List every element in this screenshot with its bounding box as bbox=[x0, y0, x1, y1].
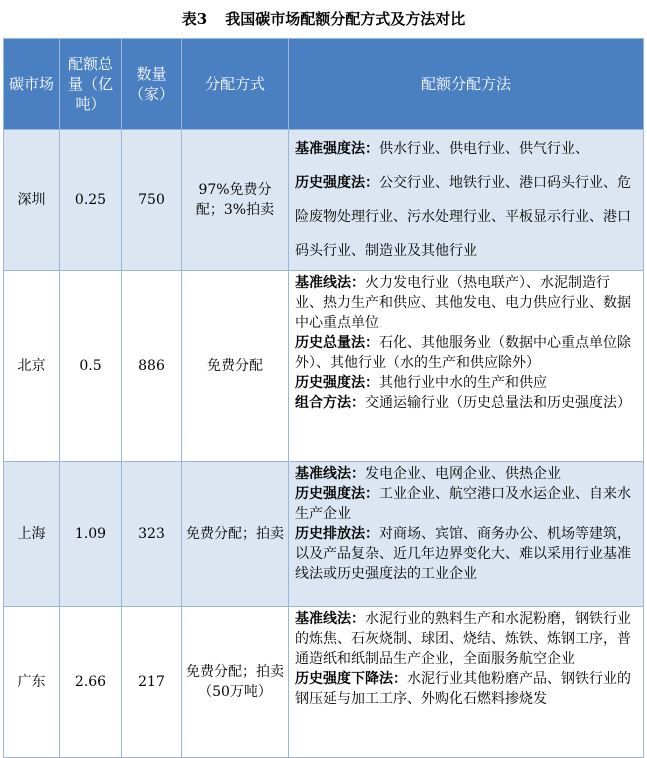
method-item bbox=[295, 464, 637, 484]
total-cell: 0.5 bbox=[60, 271, 122, 462]
method-cell bbox=[289, 607, 644, 758]
method-item bbox=[295, 524, 637, 584]
table-row bbox=[4, 130, 644, 271]
method-text: 石化、其他服务业（数据中心重点单位除外）、其他行业（水的生产和供应除外） bbox=[295, 335, 631, 371]
count-cell: 217 bbox=[122, 607, 182, 758]
allocation-table bbox=[3, 38, 644, 758]
table-row bbox=[4, 607, 644, 758]
method-text: 供水行业、供电行业、供气行业、 bbox=[379, 141, 589, 157]
mode-cell: 免费分配；拍卖 bbox=[182, 462, 289, 607]
header-count: 数量（家） bbox=[122, 39, 182, 130]
mode-cell: 免费分配；拍卖（50万吨） bbox=[182, 607, 289, 758]
method-cell bbox=[289, 271, 644, 462]
market-cell: 上海 bbox=[4, 462, 60, 607]
method-label: 基准线法： bbox=[295, 275, 365, 291]
method-item bbox=[295, 393, 637, 413]
total-cell: 1.09 bbox=[60, 462, 122, 607]
header-total: 配额总量（亿吨） bbox=[60, 39, 122, 130]
header-mode: 分配方式 bbox=[182, 39, 289, 130]
count-cell: 886 bbox=[122, 271, 182, 462]
count-cell: 750 bbox=[122, 130, 182, 271]
method-label: 基准强度法： bbox=[295, 141, 379, 157]
method-item bbox=[295, 609, 637, 669]
header-row bbox=[4, 39, 644, 130]
method-label: 历史强度法： bbox=[295, 486, 379, 502]
market-cell: 广东 bbox=[4, 607, 60, 758]
method-item bbox=[295, 373, 637, 393]
method-label: 组合方法： bbox=[295, 395, 365, 411]
method-text: 火力发电行业（热电联产）、水泥制造行业、热力生产和供应、其他发电、电力供应行业、数据中心重点单位 bbox=[295, 275, 631, 331]
method-text: 发电企业、电网企业、供热企业 bbox=[365, 466, 561, 482]
method-item bbox=[295, 333, 637, 373]
header-market: 碳市场 bbox=[4, 39, 60, 130]
method-text: 工业企业、航空港口及水运企业、自来水生产企业 bbox=[295, 486, 631, 522]
method-label: 历史强度法： bbox=[295, 175, 379, 191]
total-cell: 0.25 bbox=[60, 130, 122, 271]
method-item bbox=[295, 669, 637, 709]
method-item bbox=[295, 273, 637, 333]
total-cell: 2.66 bbox=[60, 607, 122, 758]
method-item bbox=[295, 166, 637, 268]
method-text: 交通运输行业（历史总量法和历史强度法） bbox=[365, 395, 631, 411]
count-cell: 323 bbox=[122, 462, 182, 607]
method-text: 公交行业、地铁行业、港口码头行业、危险废物处理行业、污水处理行业、平板显示行业、港口码头行业、制造业及其他行业 bbox=[295, 175, 631, 259]
table-title: 我国碳市场配额分配方式及方法对比 bbox=[225, 10, 466, 28]
method-text: 其他行业中水的生产和供应 bbox=[379, 375, 547, 391]
method-text: 对商场、宾馆、商务办公、机场等建筑，以及产品复杂、近几年边界变化大、难以采用行业基准线法或历史强度法的工业企业 bbox=[295, 526, 631, 582]
method-label: 基准线法： bbox=[295, 466, 365, 482]
method-label: 历史总量法： bbox=[295, 335, 379, 351]
table-row bbox=[4, 271, 644, 462]
method-text: 水泥行业的熟料生产和水泥粉磨，钢铁行业的炼焦、石灰烧制、球团、烧结、炼铁、炼钢工序，普通造纸和纸制品生产企业，全面服务航空企业 bbox=[295, 611, 631, 667]
method-item bbox=[295, 484, 637, 524]
method-label: 历史强度法： bbox=[295, 375, 379, 391]
market-cell: 深圳 bbox=[4, 130, 60, 271]
method-label: 基准线法： bbox=[295, 611, 365, 627]
method-label: 历史排放法： bbox=[295, 526, 379, 542]
table-number: 表3 bbox=[181, 10, 208, 28]
method-label: 历史强度下降法： bbox=[295, 671, 407, 687]
table-row bbox=[4, 462, 644, 607]
market-cell: 北京 bbox=[4, 271, 60, 462]
header-method: 配额分配方法 bbox=[289, 39, 644, 130]
method-cell bbox=[289, 462, 644, 607]
mode-cell: 97%免费分配；3%拍卖 bbox=[182, 130, 289, 271]
mode-cell: 免费分配 bbox=[182, 271, 289, 462]
method-item bbox=[295, 132, 637, 166]
table-caption bbox=[0, 8, 647, 29]
method-text: 水泥行业其他粉磨产品、钢铁行业的钢压延与加工工序、外购化石燃料掺烧发 bbox=[295, 671, 631, 707]
method-cell bbox=[289, 130, 644, 271]
